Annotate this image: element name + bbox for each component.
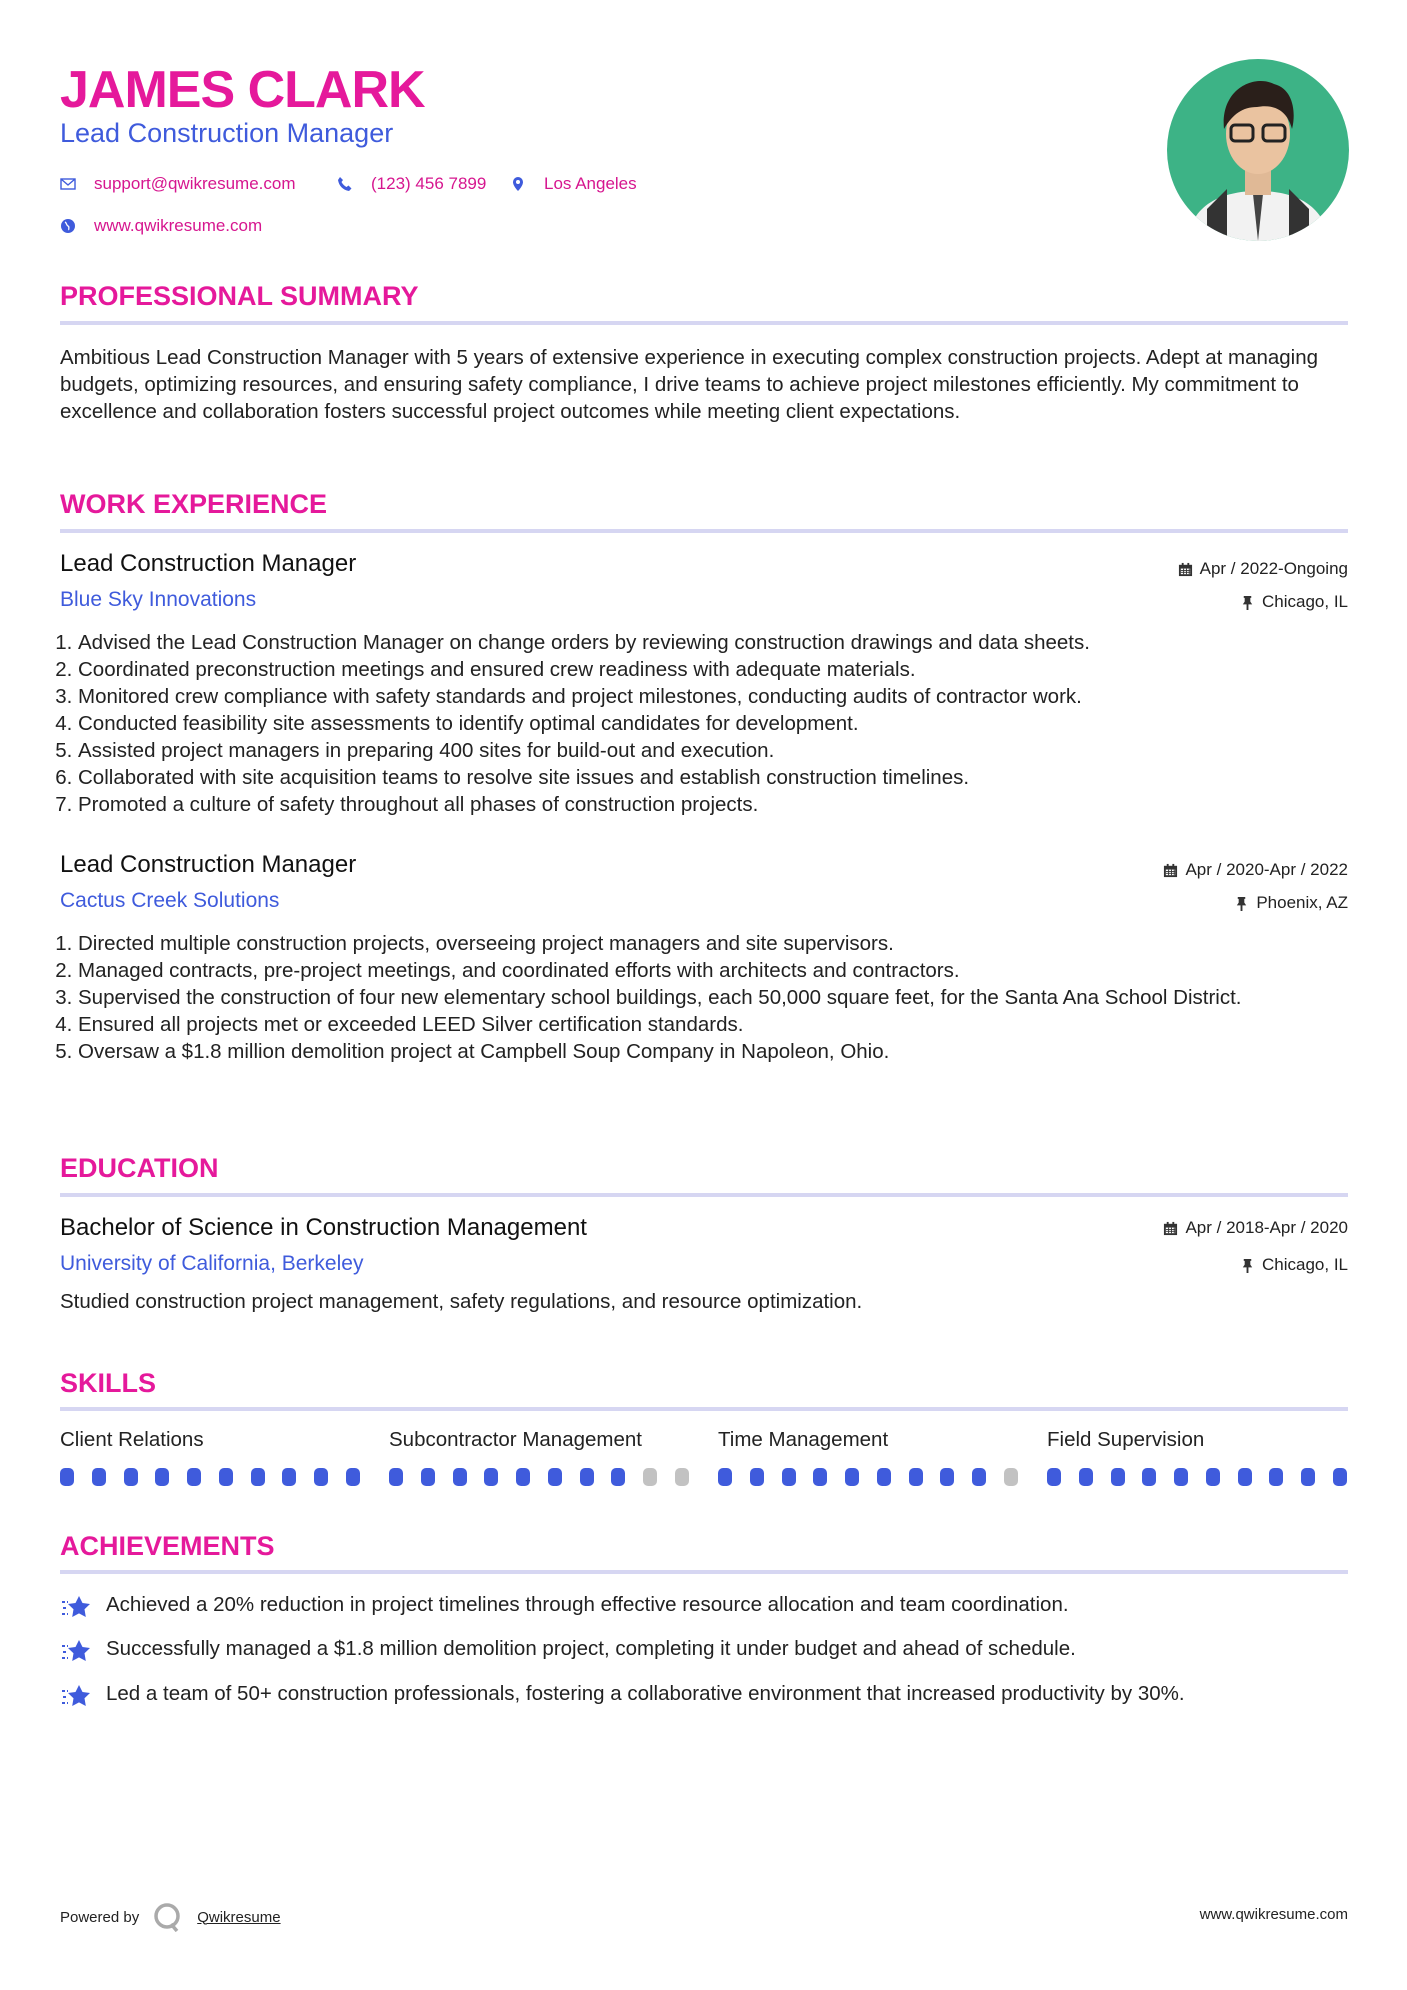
achievement-item <box>60 1591 1350 1623</box>
education-dates: Apr / 2018-Apr / 2020 <box>1163 1218 1348 1238</box>
achievement-text: Led a team of 50+ construction professionals, fostering a collaborative environment that increased productivity by 30%. <box>106 1682 1185 1705</box>
job-role: Lead Construction Manager <box>60 550 357 577</box>
skill-item <box>60 1428 360 1486</box>
powered-by: Powered by Qwikresume <box>60 1902 281 1932</box>
list-item: 4. Ensured all projects met or exceeded LEED Silver certification standards. <box>78 1011 1350 1038</box>
rating-dot <box>909 1468 923 1486</box>
contact-email[interactable] <box>60 174 296 194</box>
phone-icon <box>337 176 353 192</box>
rating-dot <box>877 1468 891 1486</box>
achievement-item <box>60 1635 1350 1667</box>
achievement-item <box>60 1680 1350 1712</box>
footer-website[interactable]: www.qwikresume.com <box>1199 1906 1348 1923</box>
profile-photo <box>1167 59 1349 241</box>
skill-name: Field Supervision <box>1047 1428 1205 1451</box>
list-item: 1. Advised the Lead Construction Manager on change orders by reviewing construction drawings and data sheets. <box>78 629 1350 656</box>
list-item: 5. Assisted project managers in preparing 400 sites for build-out and execution. <box>78 737 1350 764</box>
rating-dot <box>643 1468 657 1486</box>
achievements-heading: ACHIEVEMENTS <box>60 1531 275 1561</box>
skill-rating <box>718 1468 1018 1486</box>
list-item: 3. Monitored crew compliance with safety standards and project milestones, conducting audits of contractor work. <box>78 683 1350 710</box>
list-item: 4. Conducted feasibility site assessments to identify optimal candidates for development. <box>78 710 1350 737</box>
email-text: support@qwikresume.com <box>94 174 296 193</box>
job-company: Blue Sky Innovations <box>60 588 257 611</box>
job-role: Lead Construction Manager <box>60 851 357 878</box>
job-company: Cactus Creek Solutions <box>60 889 280 912</box>
skill-name: Subcontractor Management <box>389 1428 642 1451</box>
skill-rating <box>60 1468 360 1486</box>
star-icon <box>60 1637 92 1667</box>
brand-link[interactable]: Qwikresume <box>197 1908 281 1926</box>
education-heading: EDUCATION <box>60 1153 219 1183</box>
rating-dot <box>1301 1468 1315 1486</box>
rating-dot <box>60 1468 74 1486</box>
skill-rating <box>1047 1468 1347 1486</box>
location-text: Los Angeles <box>544 174 637 193</box>
rating-dot <box>813 1468 827 1486</box>
website-text: www.qwikresume.com <box>94 216 263 235</box>
pushpin-icon <box>1240 1258 1255 1273</box>
rating-dot <box>282 1468 296 1486</box>
divider <box>60 529 1348 533</box>
skill-name: Client Relations <box>60 1428 204 1451</box>
degree: Bachelor of Science in Construction Management <box>60 1214 587 1241</box>
divider <box>60 321 1348 325</box>
rating-dot <box>516 1468 530 1486</box>
star-icon <box>60 1682 92 1712</box>
candidate-name: JAMES CLARK <box>60 61 425 119</box>
job-location: Phoenix, AZ <box>1234 893 1348 913</box>
skill-name: Time Management <box>718 1428 889 1451</box>
skill-rating <box>389 1468 689 1486</box>
job-dates: Apr / 2020-Apr / 2022 <box>1163 860 1348 880</box>
rating-dot <box>484 1468 498 1486</box>
phone-text: (123) 456 7899 <box>371 174 487 193</box>
experience-heading: WORK EXPERIENCE <box>60 489 328 519</box>
rating-dot <box>187 1468 201 1486</box>
rating-dot <box>389 1468 403 1486</box>
rating-dot <box>611 1468 625 1486</box>
qwikresume-logo-icon <box>153 1902 183 1932</box>
divider <box>60 1570 1348 1574</box>
candidate-title: Lead Construction Manager <box>60 118 394 148</box>
achievement-text: Successfully managed a $1.8 million demolition project, completing it under budget and ahead of schedule. <box>106 1637 1076 1660</box>
list-item: 7. Promoted a culture of safety throughout all phases of construction projects. <box>78 791 1350 818</box>
rating-dot <box>251 1468 265 1486</box>
rating-dot <box>940 1468 954 1486</box>
rating-dot <box>675 1468 689 1486</box>
calendar-icon <box>1178 562 1193 577</box>
rating-dot <box>1174 1468 1188 1486</box>
rating-dot <box>1111 1468 1125 1486</box>
job-dates: Apr / 2022-Ongoing <box>1178 559 1348 579</box>
contact-phone[interactable] <box>337 174 486 194</box>
achievement-text: Achieved a 20% reduction in project timelines through effective resource allocation and team coordination. <box>106 1593 1069 1616</box>
rating-dot <box>1333 1468 1347 1486</box>
list-item: 3. Supervised the construction of four new elementary school buildings, each 50,000 square feet, for the Santa Ana School District. <box>78 984 1350 1011</box>
job-location: Chicago, IL <box>1240 592 1348 612</box>
education-description: Studied construction project management, safety regulations, and resource optimization. <box>60 1290 863 1313</box>
calendar-icon <box>1163 863 1178 878</box>
rating-dot <box>548 1468 562 1486</box>
list-item: 2. Managed contracts, pre-project meetings, and coordinated efforts with architects and contractors. <box>78 957 1350 984</box>
rating-dot <box>92 1468 106 1486</box>
rating-dot <box>1142 1468 1156 1486</box>
skill-item <box>389 1428 689 1486</box>
rating-dot <box>782 1468 796 1486</box>
school: University of California, Berkeley <box>60 1252 364 1275</box>
map-pin-icon <box>510 176 526 192</box>
rating-dot <box>580 1468 594 1486</box>
pushpin-icon <box>1234 896 1249 911</box>
rating-dot <box>972 1468 986 1486</box>
rating-dot <box>346 1468 360 1486</box>
rating-dot <box>750 1468 764 1486</box>
rating-dot <box>453 1468 467 1486</box>
skill-item <box>1047 1428 1347 1486</box>
list-item: 6. Collaborated with site acquisition teams to resolve site issues and establish construction timelines. <box>78 764 1350 791</box>
divider <box>60 1193 1348 1197</box>
divider <box>60 1407 1348 1411</box>
rating-dot <box>1269 1468 1283 1486</box>
education-location: Chicago, IL <box>1240 1255 1348 1275</box>
rating-dot <box>314 1468 328 1486</box>
contact-location <box>510 174 637 194</box>
skills-heading: SKILLS <box>60 1368 157 1398</box>
rating-dot <box>1238 1468 1252 1486</box>
globe-icon <box>60 218 76 234</box>
rating-dot <box>718 1468 732 1486</box>
rating-dot <box>1047 1468 1061 1486</box>
envelope-icon <box>60 176 76 192</box>
rating-dot <box>1206 1468 1220 1486</box>
rating-dot <box>219 1468 233 1486</box>
rating-dot <box>845 1468 859 1486</box>
list-item: 1. Directed multiple construction projects, overseeing project managers and site supervisors. <box>78 930 1350 957</box>
job-bullets <box>60 930 1350 1065</box>
summary-heading: PROFESSIONAL SUMMARY <box>60 281 419 311</box>
rating-dot <box>155 1468 169 1486</box>
list-item: 5. Oversaw a $1.8 million demolition project at Campbell Soup Company in Napoleon, Ohio. <box>78 1038 1350 1065</box>
summary-text: Ambitious Lead Construction Manager with 5 years of extensive experience in executing complex construction projects. Adept at managing budgets, optimizing resources, and ensuring safety compliance, I drive teams to achieve project milestones efficiently. My commitment to excellence and collaboration fosters successful project outcomes while meeting client expectations. <box>60 346 1319 423</box>
list-item: 2. Coordinated preconstruction meetings and ensured crew readiness with adequate materials. <box>78 656 1350 683</box>
star-icon <box>60 1593 92 1623</box>
skill-item <box>718 1428 1018 1486</box>
rating-dot <box>421 1468 435 1486</box>
contact-website[interactable] <box>60 216 262 236</box>
job-bullets <box>60 629 1350 818</box>
rating-dot <box>1004 1468 1018 1486</box>
pushpin-icon <box>1240 595 1255 610</box>
rating-dot <box>124 1468 138 1486</box>
rating-dot <box>1079 1468 1093 1486</box>
calendar-icon <box>1163 1221 1178 1236</box>
